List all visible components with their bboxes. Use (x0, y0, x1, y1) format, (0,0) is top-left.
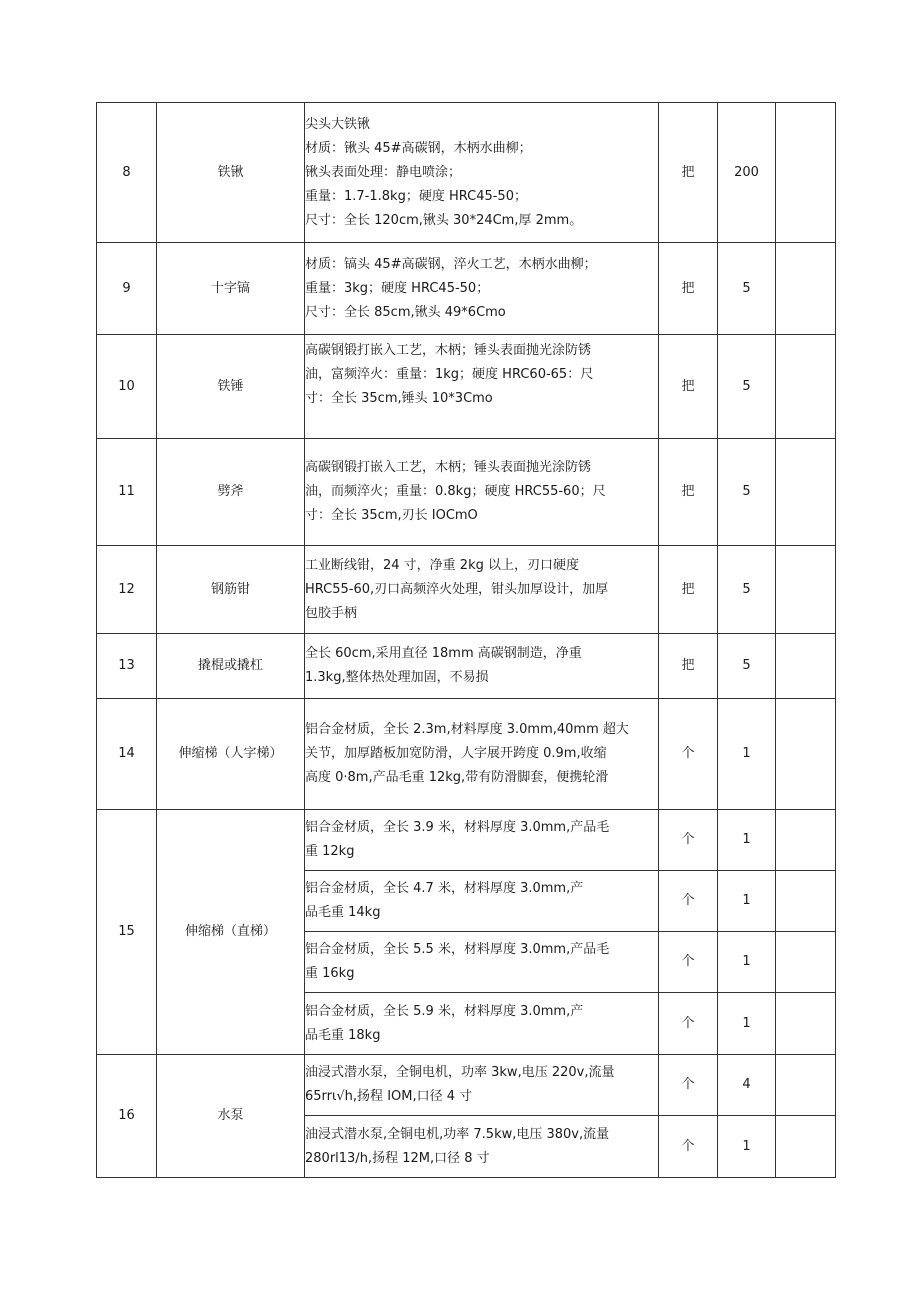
spec-line: 铝合金材质，全长 2.3m,材料厚度 3.0mm,40mm 超大 (305, 722, 629, 737)
item-unit: 个 (659, 810, 718, 871)
item-spec (305, 699, 659, 810)
item-remark (776, 243, 836, 335)
item-name: 钢筋钳 (157, 546, 305, 634)
spec-line: 重量：1.7-1.8kg；硬度 HRC45-50； (305, 188, 527, 204)
item-quantity: 5 (718, 439, 776, 546)
item-quantity: 4 (718, 1055, 776, 1116)
spec-line: 油浸式潜水泵，全铜电机，功率 3kw,电压 220v,流量 (305, 1065, 615, 1080)
item-spec (305, 243, 659, 335)
table-row (97, 439, 836, 546)
spec-line: 材质：镐头 45#高碳钢，淬火工艺，木柄水曲柳； (305, 256, 597, 272)
item-unit: 个 (659, 699, 718, 810)
table-row (97, 810, 836, 871)
item-quantity: 1 (718, 1116, 776, 1178)
item-remark (776, 932, 836, 993)
item-spec (305, 932, 659, 993)
item-unit: 把 (659, 634, 718, 699)
item-number: 14 (97, 699, 157, 810)
item-number: 8 (97, 103, 157, 243)
item-remark (776, 103, 836, 243)
spec-line: 品毛重 14kg (305, 905, 381, 920)
item-quantity: 1 (718, 810, 776, 871)
item-number: 15 (97, 810, 157, 1055)
spec-line: 尺寸：全长 120cm,锹头 30*24Cm,厚 2mm。 (305, 212, 583, 228)
item-remark (776, 993, 836, 1055)
item-number: 12 (97, 546, 157, 634)
item-name: 伸缩梯（直梯） (157, 810, 305, 1055)
spec-line: 品毛重 18kg (305, 1027, 381, 1043)
spec-line: 重量：3kg；硬度 HRC45-50； (305, 280, 490, 296)
spec-line: 锹头表面处理：静电喷涂； (305, 164, 462, 180)
item-number: 16 (97, 1055, 157, 1178)
spec-line: 尺寸：全长 85cm,锹头 49*6Cmo (305, 304, 506, 320)
item-remark (776, 634, 836, 699)
item-name: 十字镐 (157, 243, 305, 335)
spec-line: 关节，加厚踏板加宽防滑，人字展开跨度 0.9m,收缩 (305, 746, 607, 761)
item-unit: 个 (659, 871, 718, 932)
spec-line: 高碳钢锻打嵌入工艺，木柄；锤头表面抛光涂防锈 (305, 460, 592, 475)
spec-line: 油，富频淬火：重量：1kg；硬度 HRC60-65：尺 (305, 367, 594, 382)
spec-line: 尖头大铁锹 (305, 116, 371, 132)
item-name: 水泵 (157, 1055, 305, 1178)
item-number: 10 (97, 335, 157, 439)
spec-line: 全长 60cm,采用直径 18mm 高碳钢制造，净重 (305, 646, 582, 661)
table-row (97, 634, 836, 699)
spec-line: 寸：全长 35cm,刃长 IOCmO (305, 508, 478, 523)
item-remark (776, 699, 836, 810)
item-remark (776, 871, 836, 932)
spec-line: 铝合金材质，全长 4.7 米，材料厚度 3.0mm,产 (305, 881, 584, 896)
spec-line: HRC55-60,刃口高频淬火处理，钳头加厚设计，加厚 (305, 581, 609, 597)
item-unit: 个 (659, 1055, 718, 1116)
spec-line: 包胶手柄 (305, 605, 358, 621)
item-number: 11 (97, 439, 157, 546)
table-row (97, 335, 836, 439)
item-quantity: 5 (718, 243, 776, 335)
spec-line: 铝合金材质，全长 5.5 米，材料厚度 3.0mm,产品毛 (305, 942, 610, 957)
item-quantity: 5 (718, 634, 776, 699)
spec-line: 65rrι√h,扬程 IOM,口径 4 寸 (305, 1089, 473, 1104)
item-spec (305, 439, 659, 546)
item-spec (305, 1116, 659, 1178)
item-spec (305, 103, 659, 243)
item-quantity: 1 (718, 993, 776, 1055)
table-row (97, 699, 836, 810)
item-quantity: 1 (718, 871, 776, 932)
item-quantity: 1 (718, 699, 776, 810)
item-unit: 个 (659, 1116, 718, 1178)
item-spec (305, 1055, 659, 1116)
item-name: 伸缩梯（人字梯） (157, 699, 305, 810)
item-unit: 把 (659, 546, 718, 634)
spec-line: 重 12kg (305, 844, 355, 859)
spec-line: 油浸式潜水泵,全铜电机,功率 7.5kw,电压 380v,流量 (305, 1126, 610, 1142)
item-name: 撬棍或撬杠 (157, 634, 305, 699)
spec-line: 铝合金材质，全长 3.9 米，材料厚度 3.0mm,产品毛 (305, 820, 610, 835)
item-quantity: 1 (718, 932, 776, 993)
item-remark (776, 439, 836, 546)
spec-line: 油，而频淬火；重量：0.8kg；硬度 HRC55-60；尺 (305, 484, 606, 499)
table-row (97, 1055, 836, 1116)
item-name: 铁锹 (157, 103, 305, 243)
item-remark (776, 335, 836, 439)
item-spec (305, 335, 659, 439)
item-name: 铁锤 (157, 335, 305, 439)
item-quantity: 5 (718, 546, 776, 634)
item-number: 9 (97, 243, 157, 335)
equipment-table (96, 102, 836, 1178)
spec-line: 铝合金材质，全长 5.9 米，材料厚度 3.0mm,产 (305, 1003, 584, 1019)
spec-line: 重 16kg (305, 966, 355, 981)
item-remark (776, 810, 836, 871)
item-unit: 把 (659, 335, 718, 439)
item-spec (305, 871, 659, 932)
table-row (97, 243, 836, 335)
spec-line: 工业断线钳，24 寸，净重 2kg 以上，刃口硬度 (305, 557, 579, 573)
item-unit: 把 (659, 243, 718, 335)
item-remark (776, 1116, 836, 1178)
item-quantity: 5 (718, 335, 776, 439)
spec-line: 材质：锹头 45#高碳钢，木柄水曲柳； (305, 140, 532, 156)
table-row (97, 103, 836, 243)
item-name: 劈斧 (157, 439, 305, 546)
item-remark (776, 546, 836, 634)
item-unit: 个 (659, 932, 718, 993)
item-number: 13 (97, 634, 157, 699)
item-spec (305, 993, 659, 1055)
spec-line: 1.3kg,整体热处理加固，不易损 (305, 670, 489, 685)
item-spec (305, 810, 659, 871)
item-unit: 把 (659, 103, 718, 243)
item-spec (305, 634, 659, 699)
spec-line: 高度 0·8m,产品毛重 12kg,带有防滑脚套，便携轮滑 (305, 770, 609, 785)
item-remark (776, 1055, 836, 1116)
item-quantity: 200 (718, 103, 776, 243)
table-row (97, 546, 836, 634)
spec-line: 寸：全长 35cm,锤头 10*3Cmo (305, 391, 493, 406)
item-unit: 个 (659, 993, 718, 1055)
spec-line: 高碳钢锻打嵌入工艺，木柄；锤头表面抛光涂防锈 (305, 343, 592, 358)
spec-line: 280rl13∕h,扬程 12M,口径 8 寸 (305, 1150, 490, 1166)
item-spec (305, 546, 659, 634)
item-unit: 把 (659, 439, 718, 546)
